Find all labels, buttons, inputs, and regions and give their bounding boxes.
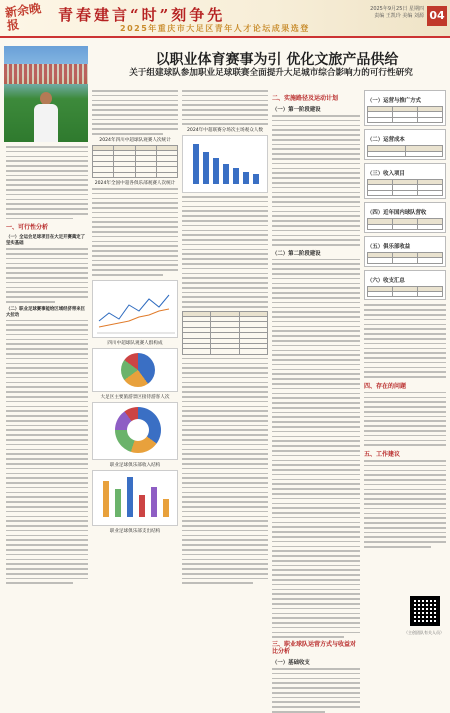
section-two-title: 二、实施路径及运动计划 — [272, 95, 339, 102]
stadium-stand — [4, 64, 88, 84]
bar-1 — [103, 481, 109, 517]
figure-2-title: 2024年全国中超各俱乐部观赛人次统计 — [94, 180, 176, 186]
figure-4-title: 大足区主要旅游景区接待游客人次 — [100, 394, 170, 400]
lead-photo — [4, 46, 88, 142]
column-4 — [272, 90, 360, 713]
person-figure-body — [34, 104, 58, 142]
newspaper-logo: 新余晚报 — [4, 1, 42, 33]
sidebar-title-6: （六）收支汇总 — [367, 277, 405, 284]
bar-3 — [127, 477, 133, 517]
column-2 — [92, 90, 178, 536]
column-5 — [364, 90, 446, 548]
section-five-title: 五、工作建议 — [364, 450, 401, 458]
bar-4 — [139, 495, 145, 517]
bar-f — [243, 172, 249, 184]
edition-meta — [370, 6, 424, 20]
sidebar-box-3 — [364, 163, 446, 199]
figure-4-chart — [92, 348, 178, 392]
side-table — [182, 311, 268, 355]
bar-a — [193, 144, 199, 184]
figure-7-title: 职业足球俱乐部支出结构 — [109, 528, 161, 534]
section-one-title: 一、可行性分析 — [6, 224, 49, 232]
sidebar-box-2 — [364, 129, 446, 160]
edition-editors: 责编 王凯玲 美编 刘源 — [374, 13, 424, 19]
bar-2 — [115, 489, 121, 517]
sidebar-box-4 — [364, 202, 446, 233]
bar-g — [253, 174, 259, 184]
article-headline: 以职业体育赛事为引 优化文旅产品供给 — [155, 52, 399, 68]
sidebar-box-1 — [364, 90, 446, 126]
sidebar-title-1: （一）运营与推广方式 — [367, 98, 421, 104]
section-three-1-title: （一）基础收支 — [272, 660, 310, 666]
column-1 — [6, 146, 88, 584]
bar-e — [233, 168, 239, 184]
sidebar-title-5: （五）俱乐部收益 — [367, 243, 411, 250]
page-number-badge: 04 — [427, 6, 447, 26]
slogan: 青春建言“时”刻争先 — [58, 6, 226, 24]
qr-code-icon[interactable] — [410, 596, 440, 626]
bar-b — [203, 152, 209, 184]
section-two-1-title: （一）第一阶段建设 — [272, 107, 321, 113]
bar-d — [223, 164, 229, 184]
figure-1-table — [92, 145, 178, 178]
intro-text — [6, 146, 88, 219]
figure-6-title: 职业足球俱乐部收入结构 — [109, 462, 161, 468]
sidebar-title-4: （四）近年国内球队营收 — [367, 210, 427, 217]
sidebar-title-2: （二）运营成本 — [367, 137, 405, 144]
edition-date: 2025年9月25日 星期四 — [370, 6, 424, 12]
sidebar-box-5 — [364, 236, 446, 267]
pie-chart — [121, 353, 155, 387]
footer-note: （主创团队有关人员） — [404, 630, 444, 635]
figure-3-title: 四川中超球队观赛人群构成 — [107, 340, 163, 346]
figure-3-line-chart — [92, 280, 178, 338]
line-chart-svg — [93, 281, 179, 339]
figure-1-title: 2024年四川中超球队观赛人次统计 — [99, 137, 171, 143]
bar-6 — [163, 499, 169, 517]
bar-5 — [151, 487, 157, 517]
subslogan: 2025年重庆市大足区青年人才论坛成果选登 — [120, 24, 310, 33]
figure-6-donut — [92, 402, 178, 460]
article-subheadline: 关于组建球队参加职业足球联赛全面提升大足城市综合影响力的可行性研究 — [129, 68, 413, 78]
section-two-2-title: （二）第二阶段建设 — [272, 250, 321, 257]
column-3 — [182, 90, 268, 584]
section-one-1-title: （一）全运会足球项目在大足开赛奠定了坚实基础 — [6, 235, 86, 247]
section-one-2-title: （二）职业足球赛事能给区域经济带来巨大拉动 — [6, 306, 86, 318]
figure-5-bar-chart — [182, 135, 268, 193]
masthead — [0, 0, 450, 38]
figure-7-bar-chart — [92, 470, 178, 526]
sidebar-title-3: （三）收入项目 — [367, 170, 405, 177]
sidebar-box-6 — [364, 270, 446, 301]
figure-5-title: 2024年中超联赛分场次主场观众人数 — [186, 128, 263, 134]
bar-c — [213, 158, 219, 184]
donut-hole — [127, 419, 149, 441]
section-four-title: 四、存在的问题 — [364, 382, 407, 390]
section-three-title: 三、职业球队运营方式与收益对比分析 — [272, 641, 357, 655]
